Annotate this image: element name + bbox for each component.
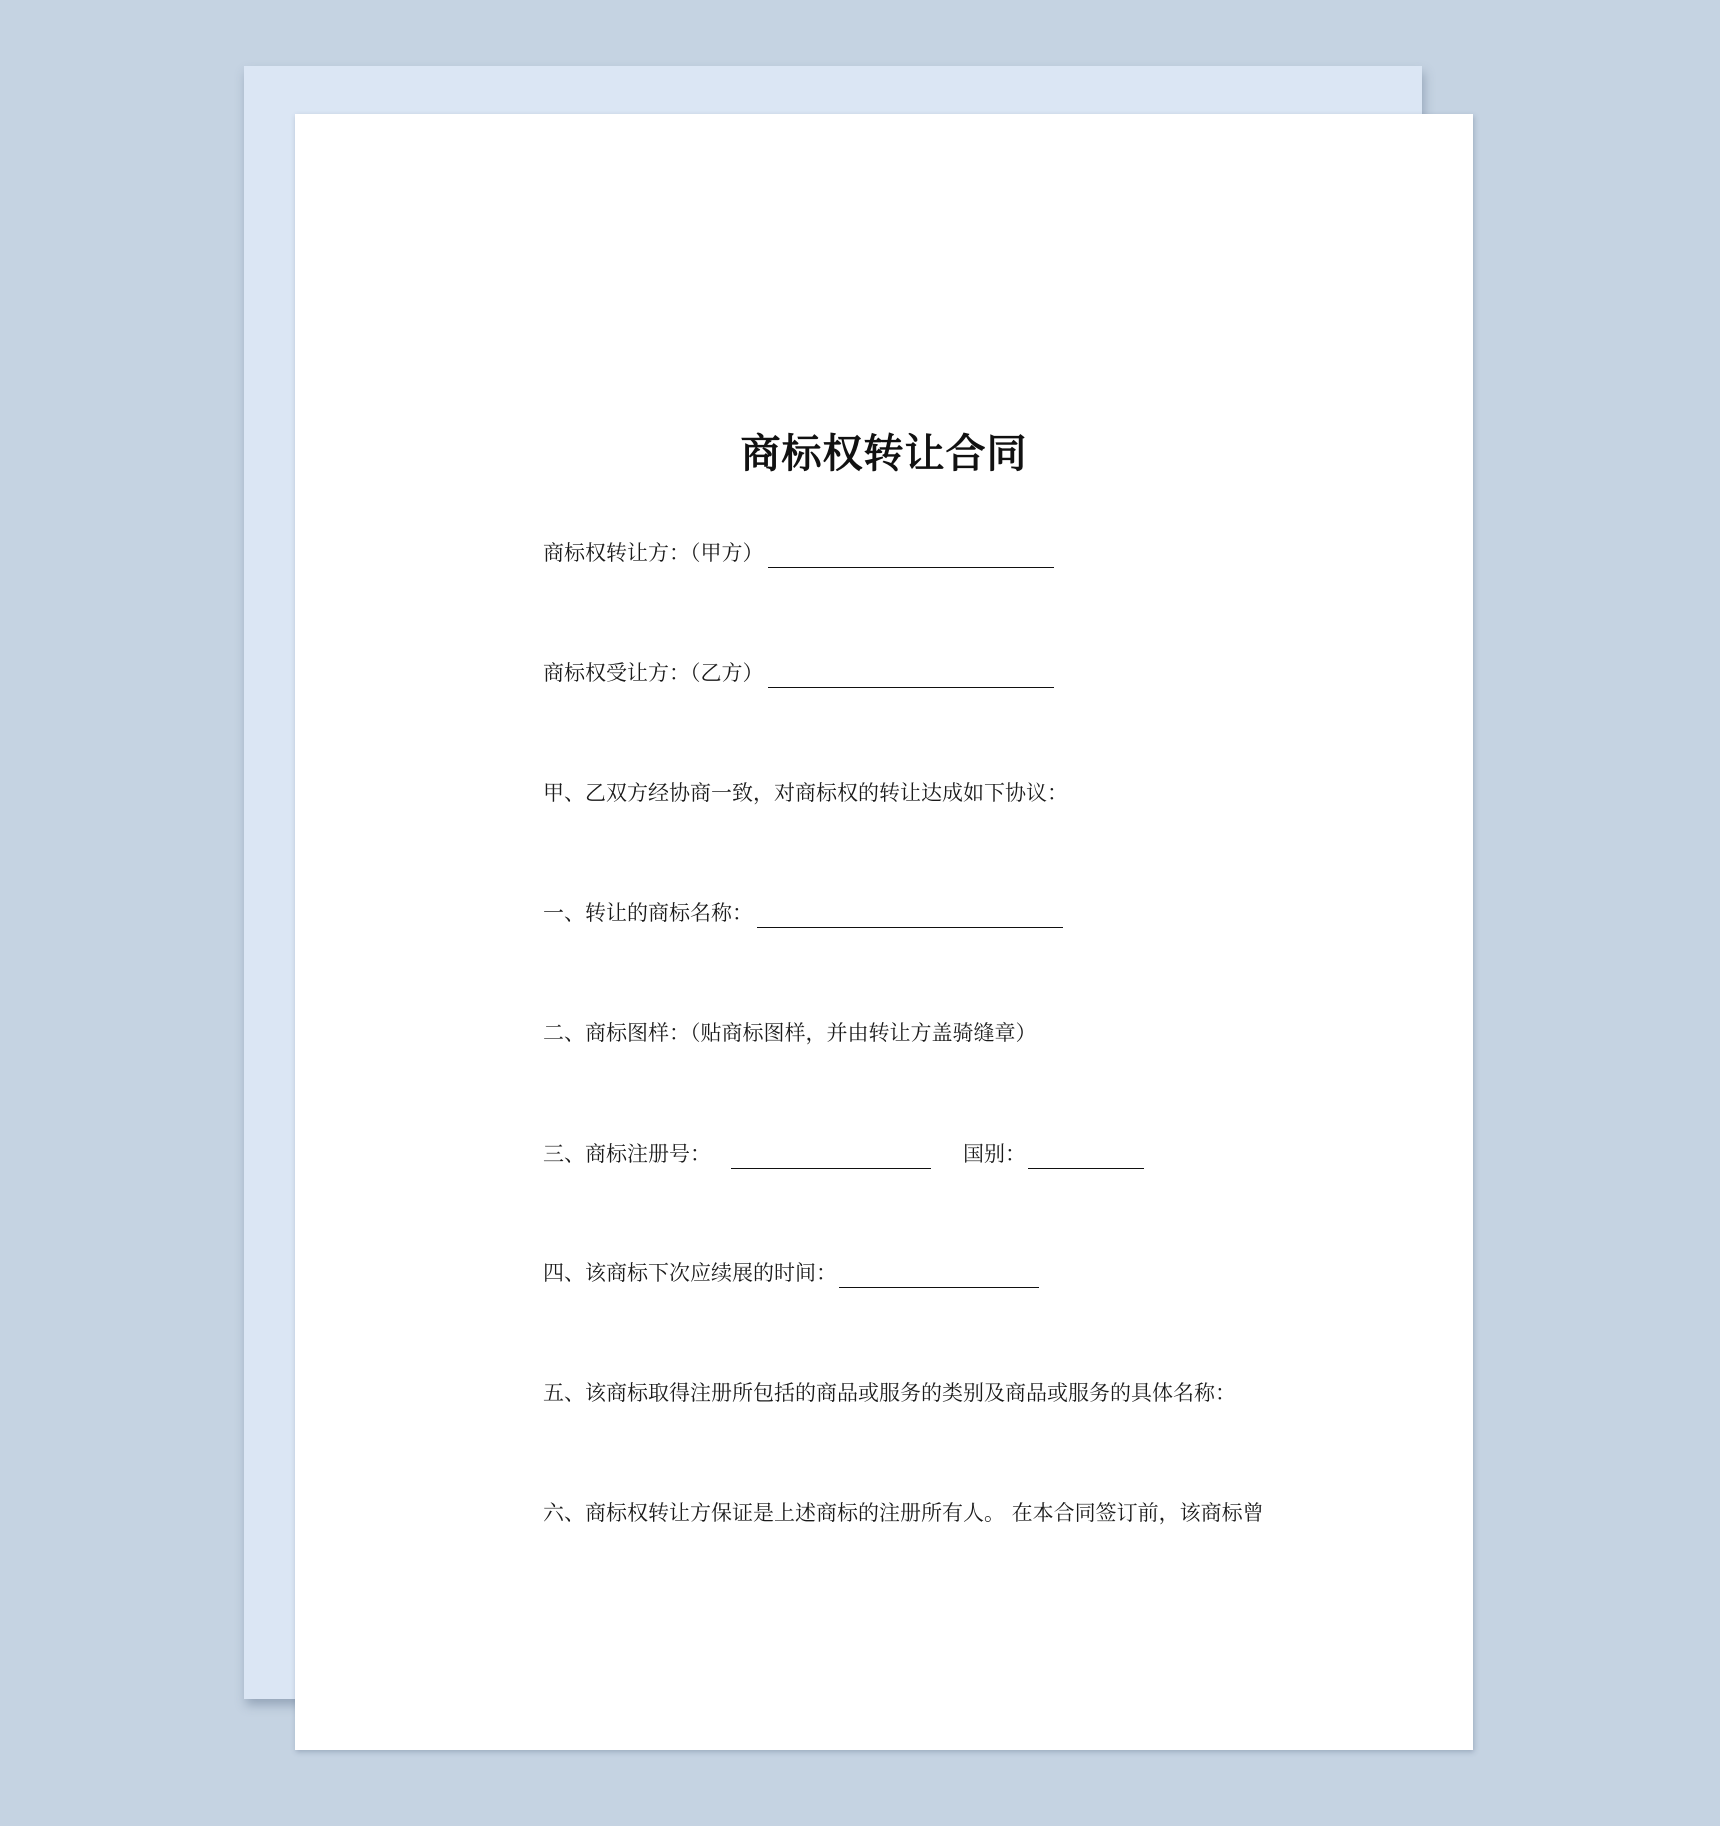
item5-text: 五、该商标取得注册所包括的商品或服务的类别及商品或服务的具体名称： — [543, 1381, 1236, 1405]
item6-text: 六、商标权转让方保证是上述商标的注册所有人。 在本合同签订前，该商标曾 — [543, 1501, 1264, 1525]
item2-text: 二、商标图样：（贴商标图样，并由转让方盖骑缝章） — [543, 1021, 1037, 1045]
agreement-intro-text: 甲、乙双方经协商一致，对商标权的转让达成如下协议： — [543, 781, 1068, 805]
transferor-label: 商标权转让方：（甲方） — [543, 541, 764, 565]
item2-line — [543, 1018, 1037, 1048]
item3-label: 三、商标注册号： — [543, 1142, 711, 1166]
item6-line — [543, 1498, 1264, 1528]
transferor-blank[interactable] — [768, 543, 1054, 568]
transferor-line — [543, 538, 1054, 568]
trademark-name-blank[interactable] — [757, 903, 1063, 928]
transferee-label: 商标权受让方：（乙方） — [543, 661, 764, 685]
item1-label: 一、转让的商标名称： — [543, 901, 753, 925]
renewal-time-blank[interactable] — [839, 1263, 1039, 1288]
country-label: 国别： — [963, 1142, 1026, 1166]
agreement-intro-line — [543, 778, 1068, 808]
registration-number-blank[interactable] — [731, 1144, 931, 1169]
item4-line — [543, 1258, 1039, 1288]
item5-line — [543, 1378, 1236, 1408]
document-title: 商标权转让合同 — [740, 431, 1028, 477]
country-blank[interactable] — [1028, 1144, 1144, 1169]
item4-label: 四、该商标下次应续展的时间： — [543, 1261, 837, 1285]
item3-line — [543, 1139, 1144, 1169]
transferee-blank[interactable] — [768, 663, 1054, 688]
item1-line — [543, 898, 1063, 928]
transferee-line — [543, 658, 1054, 688]
